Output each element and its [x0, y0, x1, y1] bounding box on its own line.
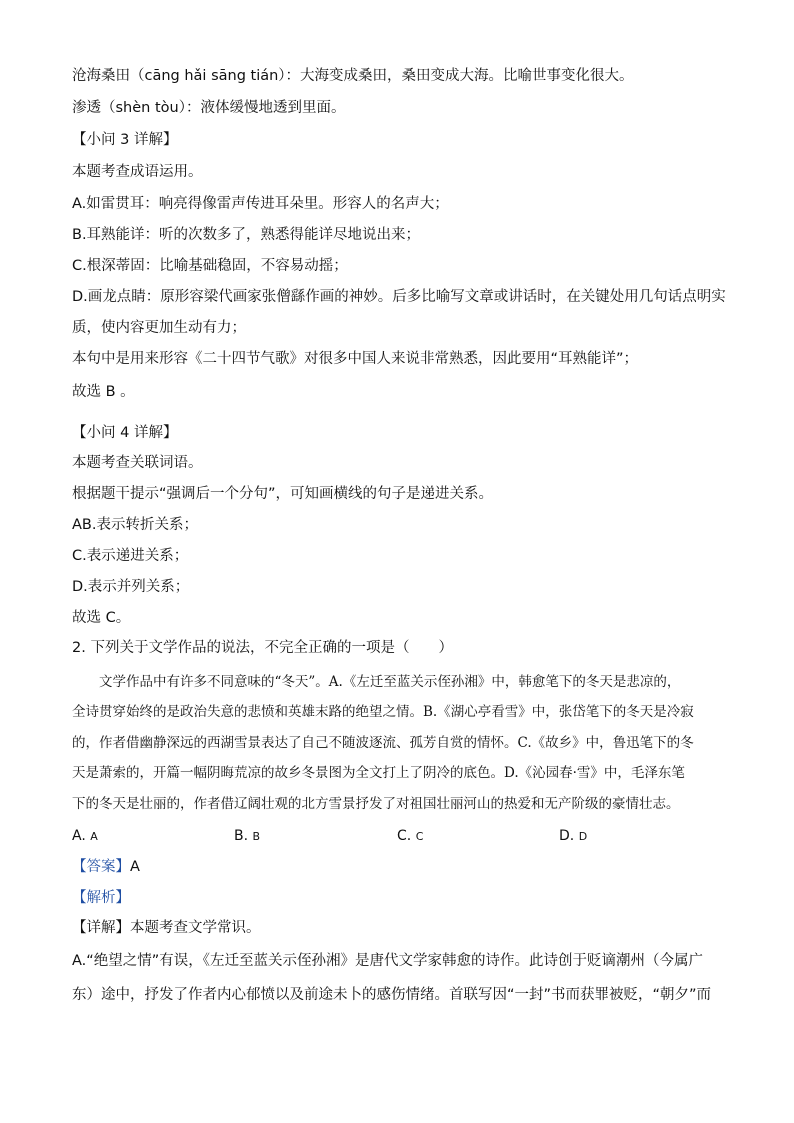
option-a	[72, 826, 98, 847]
detail-line	[72, 918, 261, 938]
text-line: C.根深蒂固：比喻基础稳固，不容易动摇；	[72, 258, 348, 274]
text-line: D.表示并列关系；	[72, 579, 190, 595]
passage-line: 天是萧索的，开篇一幅阴晦荒凉的故乡冬景图为全文打上了阴冷的底色。D.《沁园春·雪》中，毛泽东笔	[72, 765, 685, 781]
section-heading: 【小问 4 详解】	[72, 425, 178, 441]
text-line: C.表示递进关系；	[72, 548, 189, 564]
option-c	[397, 826, 423, 847]
text-line: D.画龙点睛：原形容梁代画家张僧繇作画的神妙。后多比喻写文章或讲话时，在关键处用几句话点明实	[72, 289, 726, 305]
text-line: 本句中是用来形容《二十四节气歌》对很多中国人来说非常熟悉，因此要用“耳熟能详”；	[72, 351, 639, 367]
answer-value: A	[130, 859, 140, 875]
text-line: 根据题干提示“强调后一个分句”，可知画横线的句子是递进关系。	[72, 486, 494, 502]
text-line: 渗透（shèn tòu）：液体缓慢地透到里面。	[72, 100, 346, 116]
analysis-label: 【解析】	[72, 890, 130, 906]
option-text: C	[415, 830, 424, 843]
text-line: 沧海桑田（cāng hǎi sāng tián）：大海变成桑田，桑田变成大海。比喻世事变化很大。	[72, 68, 634, 84]
text-line: 东）途中，抒发了作者内心郁愤以及前途未卜的感伤情绪。首联写因“一封”书而获罪被贬，“朝夕”而	[72, 987, 712, 1003]
text-line: 本题考查关联词语。	[72, 455, 203, 471]
option-letter: A.	[72, 828, 86, 844]
option-b	[234, 826, 260, 847]
passage-line: 的，作者借幽静深远的西湖雪景表达了自己不随波逐流、孤芳自赏的情怀。C.《故乡》中，鲁迅笔下的冬	[72, 735, 694, 751]
option-letter: D.	[559, 828, 575, 844]
section-heading: 【小问 3 详解】	[72, 132, 178, 148]
option-text: D	[578, 830, 588, 843]
text-line: AB.表示转折关系；	[72, 517, 198, 533]
answer-line	[72, 857, 140, 877]
text-line: 本题考查成语运用。	[72, 164, 203, 180]
text-line: A.“绝望之情”有误，《左迁至蓝关示侄孙湘》是唐代文学家韩愈的诗作。此诗创于贬谪潮州（今属广	[72, 953, 704, 969]
text-line: A.如雷贯耳：响亮得像雷声传进耳朵里。形容人的名声大；	[72, 196, 449, 212]
option-text: A	[90, 830, 98, 843]
text-line: B.耳熟能详：听的次数多了，熟悉得能详尽地说出来；	[72, 227, 421, 243]
passage-line: 文学作品中有许多不同意味的“冬天”。A.《左迁至蓝关示侄孙湘》中，韩愈笔下的冬天是悲凉的，	[72, 674, 681, 690]
text-line: 质，使内容更加生动有力；	[72, 320, 246, 336]
detail-label: 【详解】	[72, 920, 130, 936]
option-letter: B.	[234, 828, 249, 844]
passage-line: 全诗贯穿始终的是政治失意的悲愤和英雄末路的绝望之情。B.《湖心亭看雪》中，张岱笔下的冬天是冷寂	[72, 704, 694, 720]
option-letter: C.	[397, 828, 412, 844]
text-line: 故选 B 。	[72, 384, 135, 400]
question-stem: 2. 下列关于文学作品的说法，不完全正确的一项是（ ）	[72, 640, 453, 656]
passage-line: 下的冬天是壮丽的，作者借辽阔壮观的北方雪景抒发了对祖国壮丽河山的热爱和无产阶级的豪情壮志。	[72, 796, 680, 812]
detail-text: 本题考查文学常识。	[130, 920, 261, 936]
option-text: B	[252, 830, 261, 843]
option-d	[559, 826, 587, 847]
answer-label: 【答案】	[72, 859, 130, 875]
text-line: 故选 C。	[72, 610, 131, 626]
